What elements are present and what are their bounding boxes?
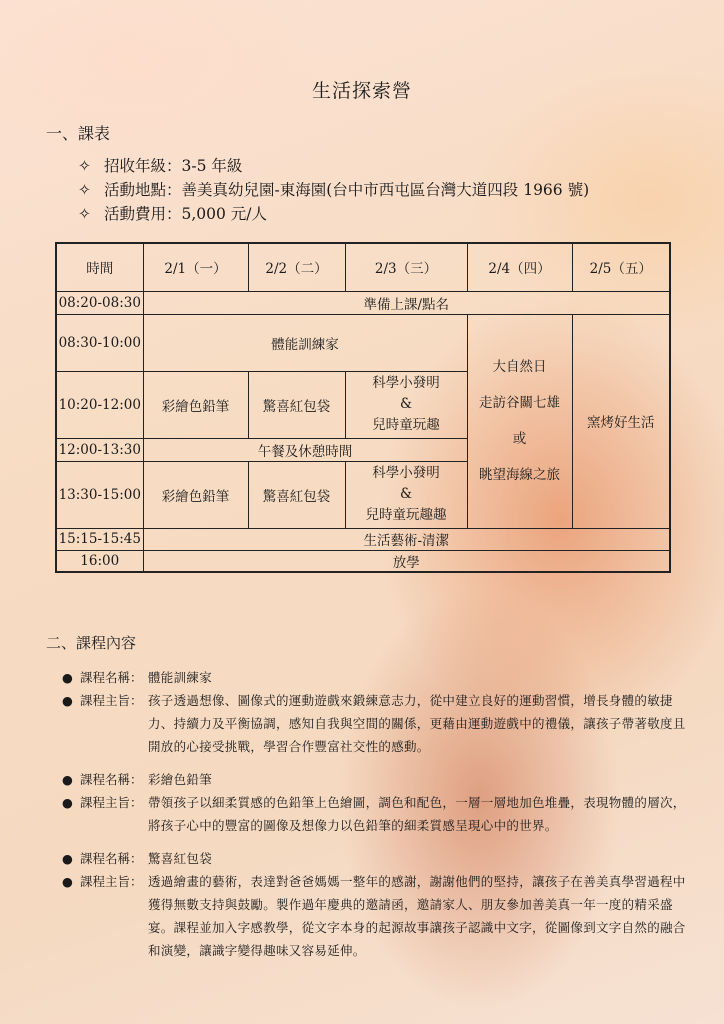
diamond-star-icon: ✧ bbox=[78, 205, 91, 223]
header-day-5: 2/5（五） bbox=[572, 243, 670, 291]
friday-cell: 窯烤好生活 bbox=[572, 314, 670, 528]
art-cell: 生活藝術-清潔 bbox=[143, 528, 670, 550]
lunch-cell: 午餐及休憩時間 bbox=[143, 438, 467, 461]
table-row bbox=[56, 550, 670, 572]
thursday-cell: 大自然日 走訪谷關七雄 或 眺望海線之旅 bbox=[467, 314, 572, 528]
fitness-cell: 體能訓練家 bbox=[143, 314, 467, 371]
checkin-cell: 準備上課/點名 bbox=[143, 291, 670, 314]
course-item bbox=[62, 768, 692, 837]
table-row bbox=[56, 291, 670, 314]
science-cell: 科學小發明 & 兒時童玩趣 bbox=[345, 371, 467, 438]
course-aim-label: 課程主旨： bbox=[80, 795, 143, 810]
course-item bbox=[62, 666, 692, 758]
time-cell: 15:15-15:45 bbox=[56, 528, 143, 550]
header-day-2: 2/2（二） bbox=[248, 243, 345, 291]
course-name-label: 課程名稱： bbox=[80, 670, 143, 685]
time-cell: 16:00 bbox=[56, 550, 143, 572]
course-aim: 帶領孩子以細柔質感的色鉛筆上色繪圖，調色和配色，一層一層地加色堆疊，表現物體的層次，將孩子心中的豐富的圖像及想像力以色鉛筆的細柔質感呈現心中的世界。 bbox=[148, 795, 686, 833]
course-aim-label: 課程主旨： bbox=[80, 874, 143, 889]
header-time: 時間 bbox=[56, 243, 143, 291]
section-heading-schedule: 一、課表 bbox=[46, 124, 111, 143]
course-aim-label: 課程主旨： bbox=[80, 693, 143, 708]
redbag-cell: 驚喜紅包袋 bbox=[248, 461, 345, 528]
course-aim: 透過繪畫的藝術，表達對爸爸媽媽一整年的感謝，謝謝他們的堅持，讓孩子在善美真學習過程中獲得無數支持與鼓勵。製作過年慶典的邀請函，邀請家人、朋友參加善美真一年一度的精采盛宴。課程並加入字感教學，從文字本身的起源故事讓孩子認識中文字，從圖像到文字自然的融合和演變，讓識字變得趣味又容易延伸。 bbox=[148, 874, 686, 958]
course-name: 驚喜紅包袋 bbox=[148, 851, 213, 866]
time-cell: 10:20-12:00 bbox=[56, 371, 143, 438]
science-cell: 科學小發明 & 兒時童玩趣趣 bbox=[345, 461, 467, 528]
bullet-icon: ● bbox=[62, 795, 73, 810]
diamond-star-icon: ✧ bbox=[78, 181, 91, 199]
diamond-star-icon: ✧ bbox=[78, 157, 91, 175]
course-name-label: 課程名稱： bbox=[80, 851, 143, 866]
course-list bbox=[62, 666, 692, 972]
section-heading-course-content: 二、課程內容 bbox=[46, 634, 137, 652]
schedule-table bbox=[55, 242, 671, 573]
info-item-fee: ✧ 活動費用：5,000 元/人 bbox=[78, 202, 589, 226]
course-name-label: 課程名稱： bbox=[80, 772, 143, 787]
redbag-cell: 驚喜紅包袋 bbox=[248, 371, 345, 438]
dismiss-cell: 放學 bbox=[143, 550, 670, 572]
course-name: 體能訓練家 bbox=[148, 670, 213, 685]
header-day-1: 2/1（一） bbox=[143, 243, 248, 291]
pencil-cell: 彩繪色鉛筆 bbox=[143, 461, 248, 528]
time-cell: 13:30-15:00 bbox=[56, 461, 143, 528]
table-header-row bbox=[56, 243, 670, 291]
time-cell: 08:30-10:00 bbox=[56, 314, 143, 371]
info-item-location: ✧ 活動地點：善美真幼兒園-東海園(台中市西屯區台灣大道四段 1966 號) bbox=[78, 178, 589, 202]
header-day-3: 2/3（三） bbox=[345, 243, 467, 291]
info-item-grade: ✧ 招收年級：3-5 年級 bbox=[78, 154, 589, 178]
bullet-icon: ● bbox=[62, 670, 73, 685]
bullet-icon: ● bbox=[62, 874, 73, 889]
bullet-icon: ● bbox=[62, 772, 73, 787]
header-day-4: 2/4（四） bbox=[467, 243, 572, 291]
page-title: 生活探索營 bbox=[311, 80, 412, 102]
info-list bbox=[78, 154, 589, 226]
course-item bbox=[62, 847, 692, 962]
course-aim: 孩子透過想像、圖像式的運動遊戲來鍛練意志力，從中建立良好的運動習慣，增長身體的敏捷力、持續力及平衡協調，感知自我與空間的關係，更藉由運動遊戲中的禮儀，讓孩子帶著敬度且開放的心接受挑戰，學習合作豐富社交性的感動。 bbox=[148, 693, 686, 754]
time-cell: 08:20-08:30 bbox=[56, 291, 143, 314]
bullet-icon: ● bbox=[62, 693, 73, 708]
course-name: 彩繪色鉛筆 bbox=[148, 772, 213, 787]
table-row bbox=[56, 314, 670, 371]
bullet-icon: ● bbox=[62, 851, 73, 866]
time-cell: 12:00-13:30 bbox=[56, 438, 143, 461]
table-row bbox=[56, 528, 670, 550]
pencil-cell: 彩繪色鉛筆 bbox=[143, 371, 248, 438]
